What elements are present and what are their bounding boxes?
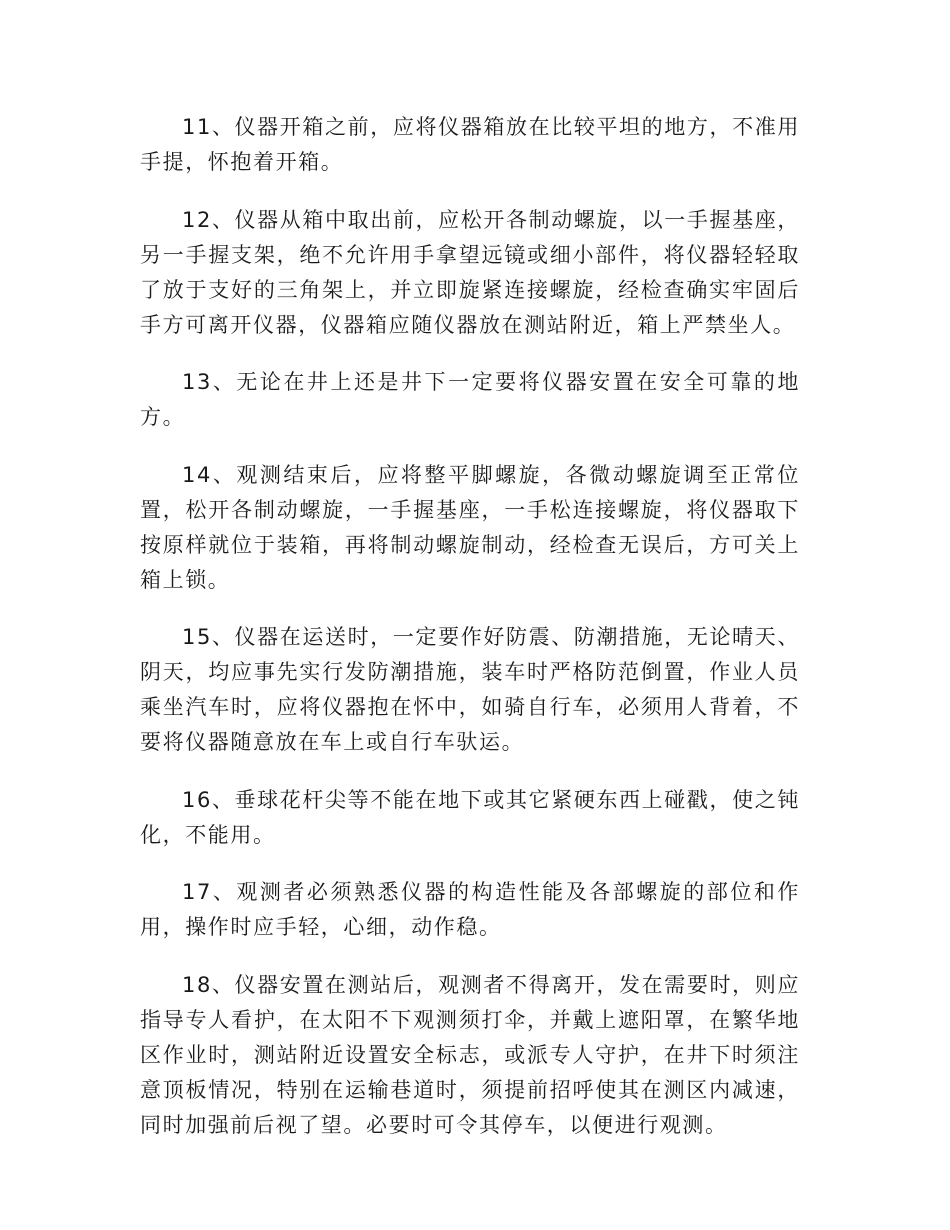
paragraph-15: 15、仪器在运送时，一定要作好防震、防潮措施，无论晴天、阴天，均应事先实行发防潮措施，装车时严格防范倒置，作业人员乘坐汽车时，应将仪器抱在怀中，如骑自行车，必须用人背着，不要将仪器随意放在车上或自行车驮运。 [140, 625, 800, 754]
paragraph-12: 12、仪器从箱中取出前，应松开各制动螺旋，以一手握基座，另一手握支架，绝不允许用手拿望远镜或细小部件，将仪器轻轻取了放于支好的三角架上，并立即旋紧连接螺旋，经检查确实牢固后手方可离开仪器，仪器箱应随仪器放在测站附近，箱上严禁坐人。 [140, 207, 800, 337]
paragraph-11: 11、仪器开箱之前，应将仪器箱放在比较平坦的地方，不准用手提，怀抱着开箱。 [140, 115, 800, 174]
document-page [140, 110, 800, 1165]
paragraph-13: 13、无论在井上还是井下一定要将仪器安置在安全可靠的地方。 [140, 370, 800, 429]
paragraph-14: 14、观测结束后，应将整平脚螺旋，各微动螺旋调至正常位置，松开各制动螺旋，一手握基座，一手松连接螺旋，将仪器取下按原样就位于装箱，再将制动螺旋制动，经检查无误后，方可关上箱上锁。 [140, 462, 800, 592]
paragraph-16: 16、垂球花杆尖等不能在地下或其它紧硬东西上碰戳，使之钝化，不能用。 [140, 787, 800, 847]
paragraph-18: 18、仪器安置在测站后，观测者不得离开，发在需要时，则应指导专人看护，在太阳不下观测须打伞，并戴上遮阳罩，在繁华地区作业时，测站附近设置安全标志，或派专人守护，在井下时须注意顶板情况，特别在运输巷道时，须提前招呼使其在测区内减速，同时加强前后视了望。必要时可令其停车，以便进行观测。 [140, 972, 800, 1137]
paragraph-17: 17、观测者必须熟悉仪器的构造性能及各部螺旋的部位和作用，操作时应手轻，心细，动作稳。 [140, 880, 800, 939]
